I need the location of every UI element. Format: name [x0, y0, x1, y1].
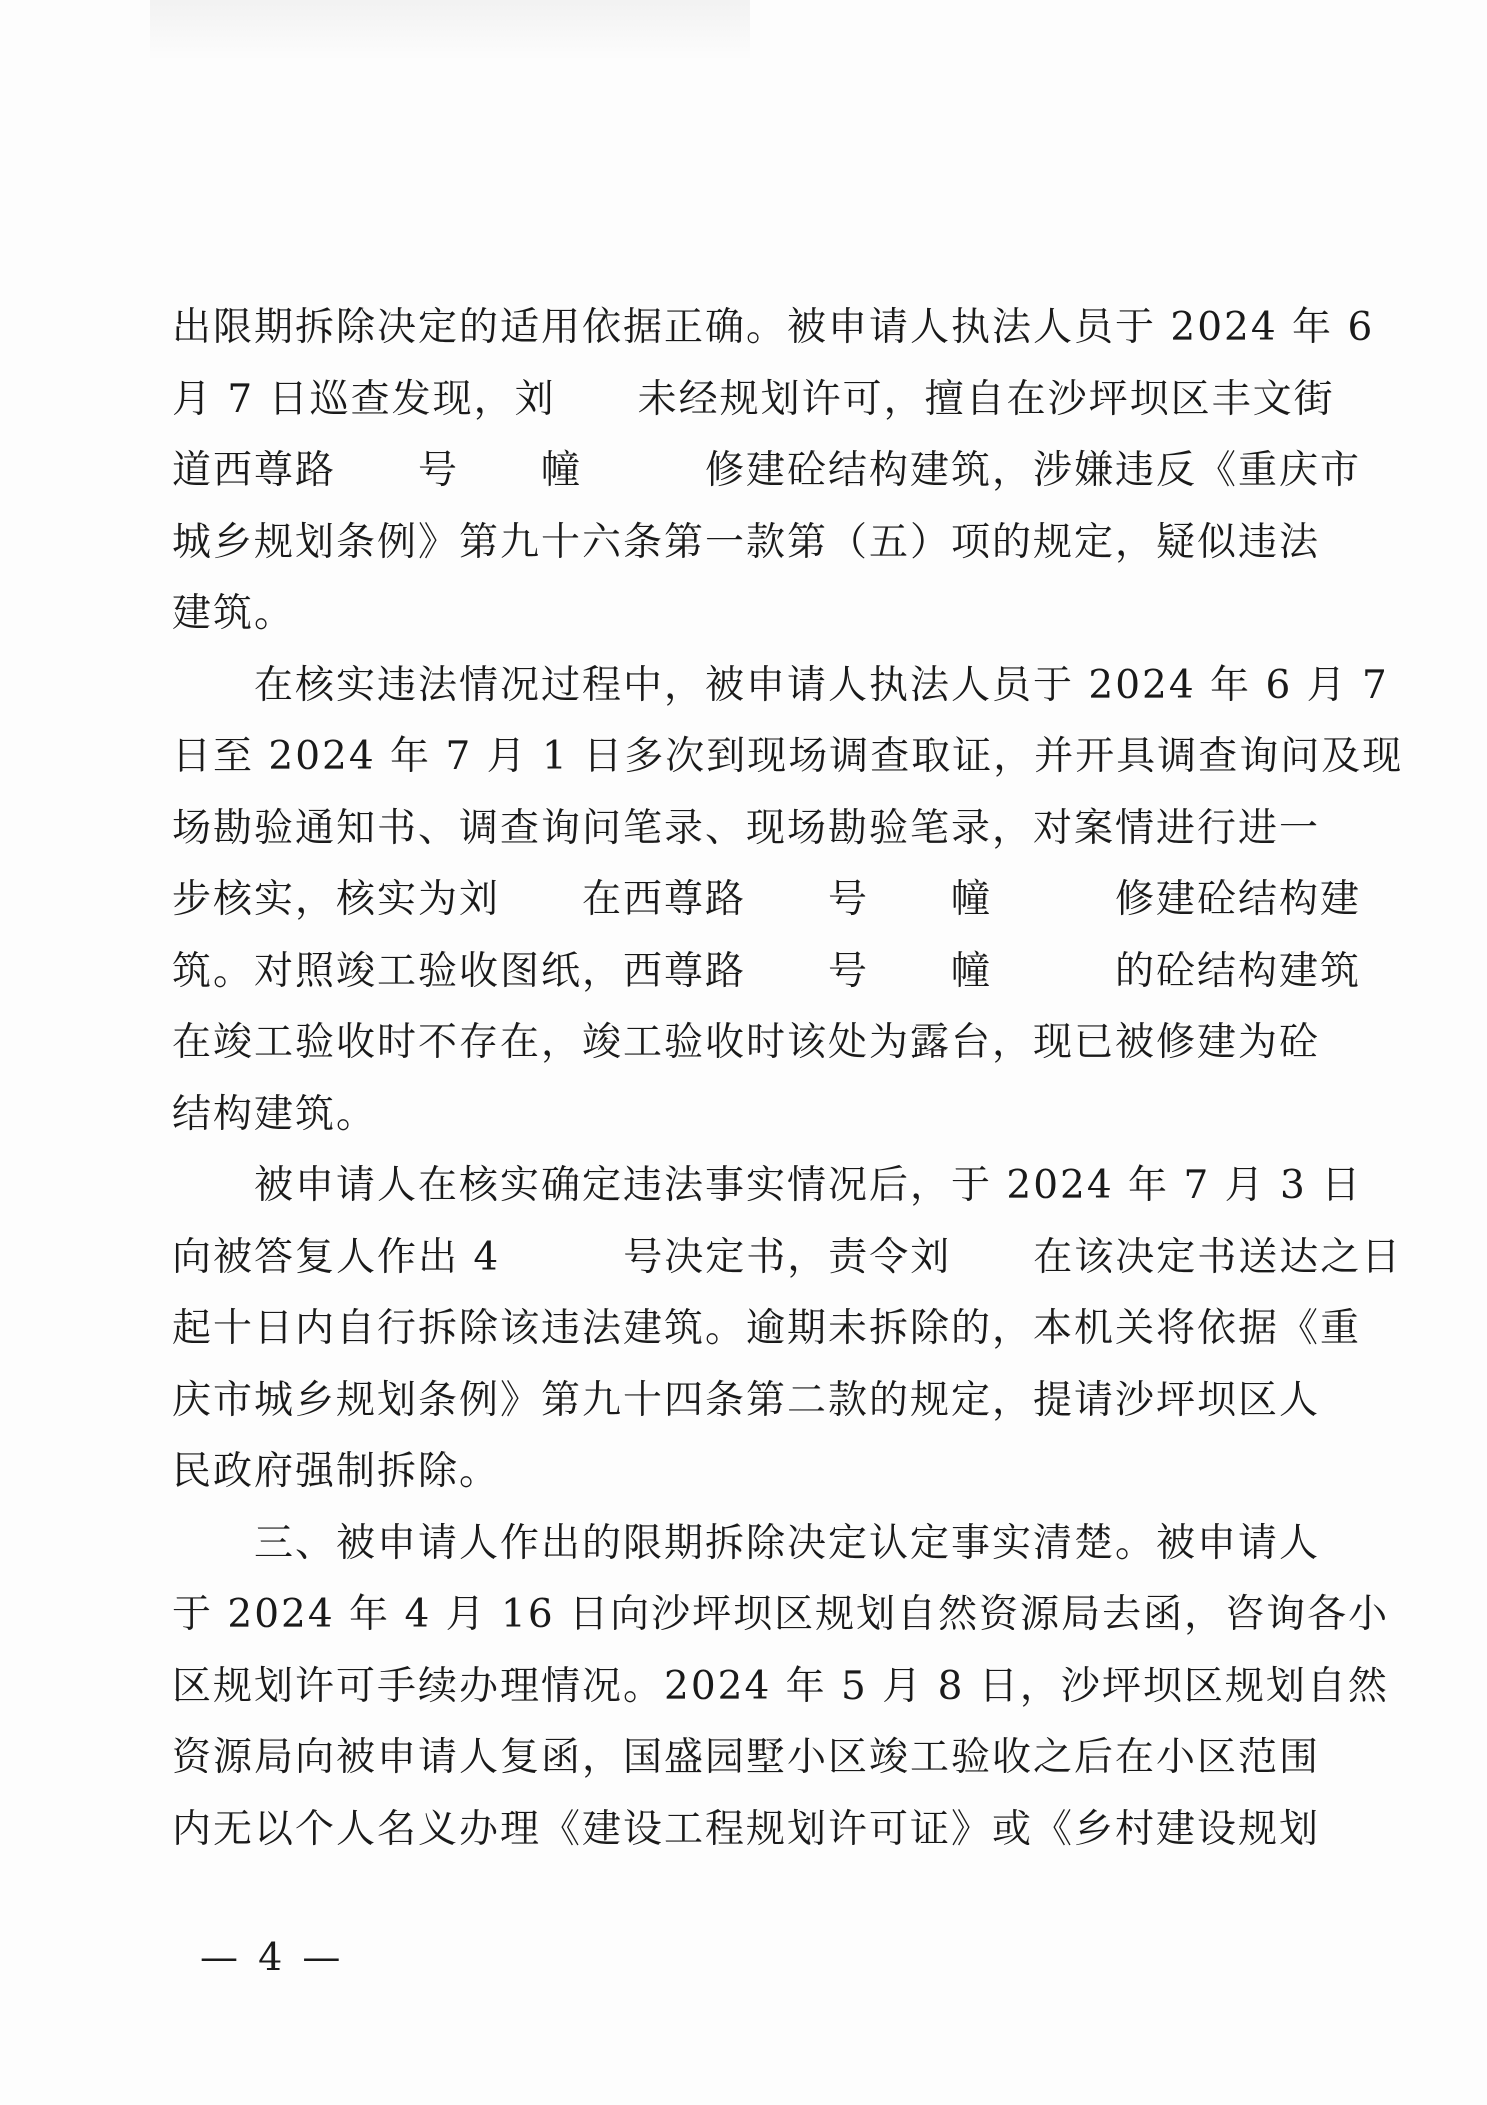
text-line: 内无以个人名义办理《建设工程规划许可证》或《乡村建设规划	[172, 1806, 1321, 1852]
text-line: 起十日内自行拆除该违法建筑。逾期未拆除的，本机关将依据《重	[172, 1306, 1362, 1351]
text-line: 在核实违法情况过程中，被申请人执法人员于 2024 年 6 月 7	[172, 662, 1389, 708]
text-line: 月 7 日巡查发现，刘 未经规划许可，擅自在沙坪坝区丰文街	[172, 376, 1335, 422]
page-number: — 4 —	[200, 1935, 345, 1979]
paragraph-3	[172, 1150, 1403, 1508]
text-line: 场勘验通知书、调查询问笔录、现场勘验笔录，对案情进行进一	[172, 805, 1321, 851]
text-line: 在竣工验收时不存在，竣工验收时该处为露台，现已被修建为砼	[172, 1020, 1321, 1065]
document-body	[172, 292, 1404, 1865]
paragraph-1	[172, 292, 1375, 650]
text-line: 民政府强制拆除。	[172, 1449, 501, 1494]
text-line: 出限期拆除决定的适用依据正确。被申请人执法人员于 2024 年 6	[172, 305, 1375, 350]
text-line: 建筑。	[172, 591, 296, 636]
scan-artifact	[150, 0, 750, 60]
text-line: 步核实，核实为刘 在西尊路 号 幢 修建砼结构建	[172, 877, 1362, 922]
text-line: 庆市城乡规划条例》第九十四条第二款的规定，提请沙坪坝区人	[172, 1377, 1321, 1423]
text-line: 三、被申请人作出的限期拆除决定认定事实清楚。被申请人	[172, 1520, 1321, 1566]
text-line: 结构建筑。	[172, 1091, 378, 1137]
text-line: 被申请人在核实确定违法事实情况后，于 2024 年 7 月 3 日	[172, 1163, 1363, 1208]
text-line: 资源局向被申请人复函，国盛园墅小区竣工验收之后在小区范围	[172, 1735, 1321, 1780]
text-line: 于 2024 年 4 月 16 日向沙坪坝区规划自然资源局去函，咨询各小	[172, 1592, 1390, 1637]
paragraph-2	[172, 650, 1404, 1151]
text-line: 向被答复人作出 4 号决定书，责令刘 在该决定书送达之日	[172, 1234, 1403, 1280]
text-line: 筑。对照竣工验收图纸，西尊路 号 幢 的砼结构建筑	[172, 948, 1362, 994]
text-line: 日至 2024 年 7 月 1 日多次到现场调查取证，并开具调查询问及现	[172, 734, 1404, 779]
text-line: 道西尊路 号 幢 修建砼结构建筑，涉嫌违反《重庆市	[172, 448, 1362, 493]
text-line: 城乡规划条例》第九十六条第一款第（五）项的规定，疑似违法	[172, 519, 1321, 565]
text-line: 区规划许可手续办理情况。2024 年 5 月 8 日，沙坪坝区规划自然	[172, 1663, 1389, 1709]
paragraph-4	[172, 1508, 1390, 1866]
